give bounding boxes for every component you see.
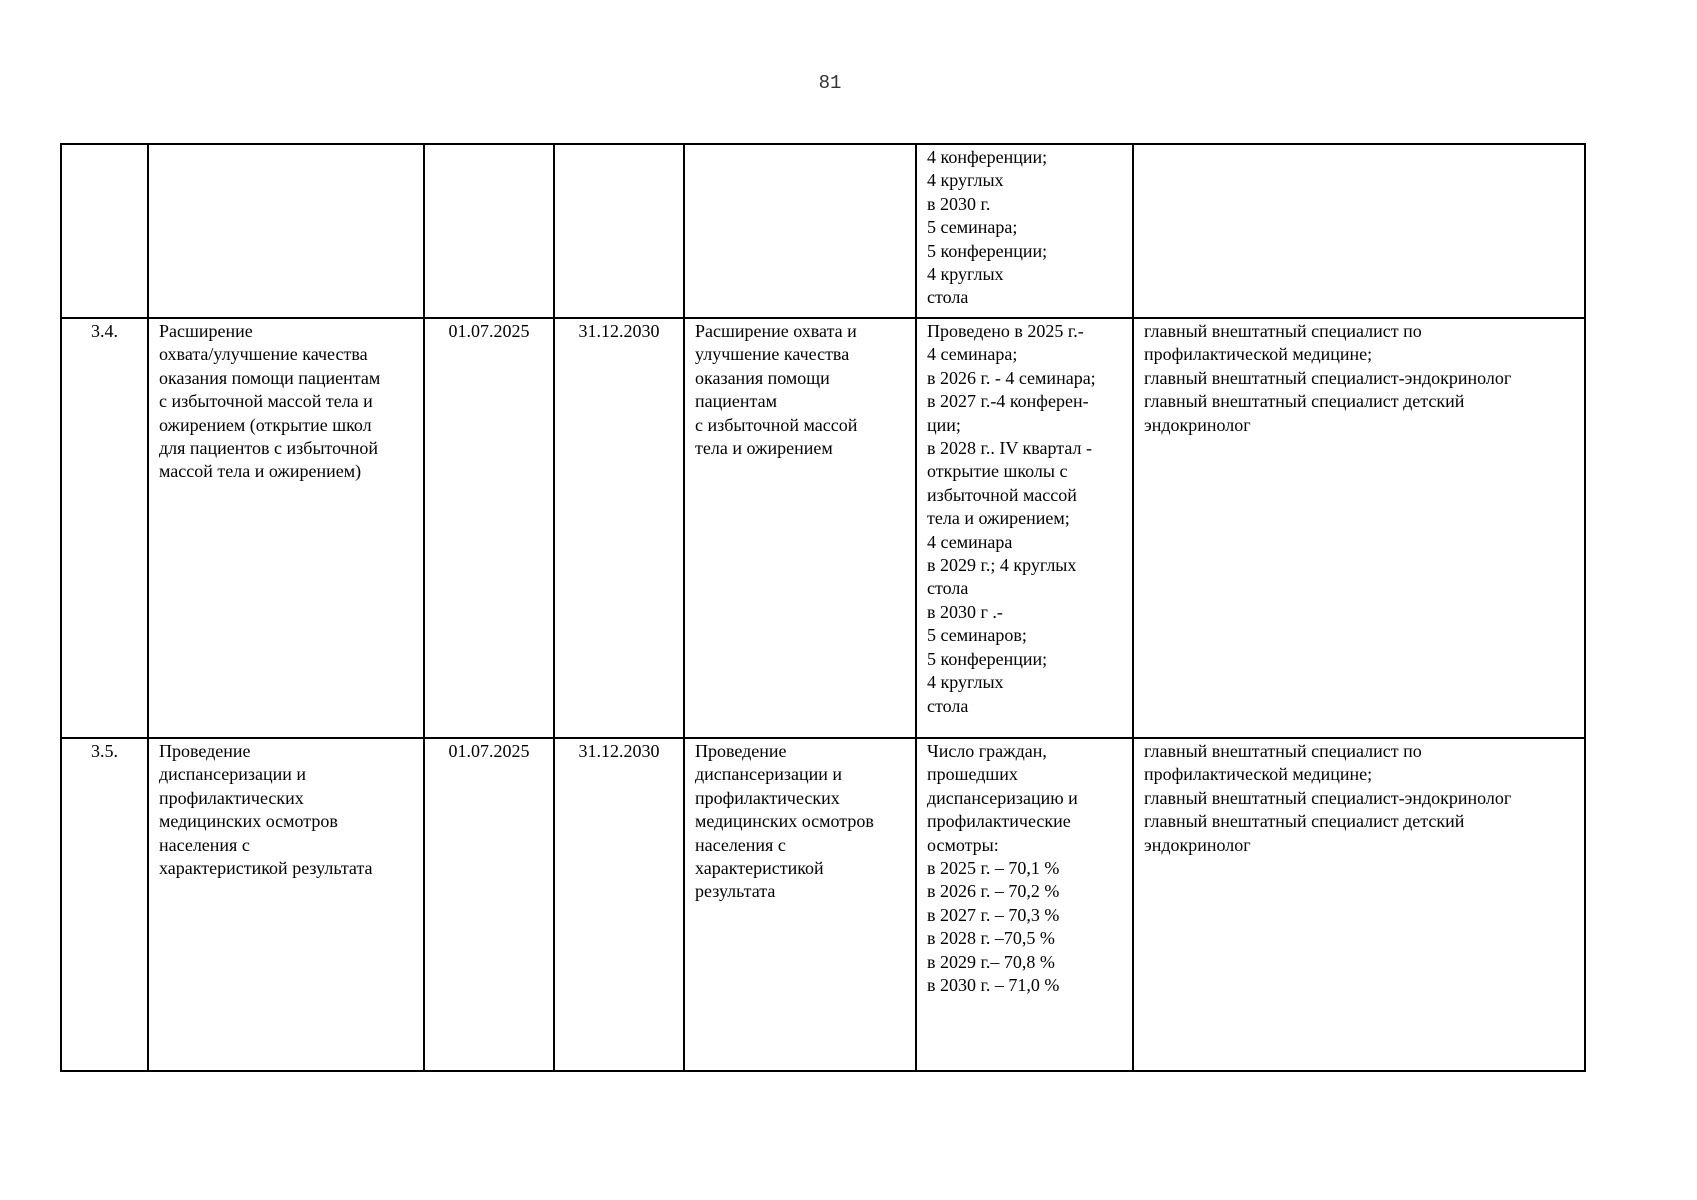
row-number-cell: 3.5.: [61, 738, 148, 1071]
table-row: [61, 318, 1585, 738]
table-row: [61, 144, 1585, 318]
result-cell: [684, 144, 916, 318]
activity-table: [60, 143, 1586, 1072]
activity-cell: Проведение диспансеризации и профилактических медицинских осмотров населения с характеристикой результата: [148, 738, 424, 1071]
responsible-cell: [1133, 144, 1585, 318]
activity-cell: Расширение охвата/улучшение качества оказания помощи пациентам с избыточной массой тела и ожирением (открытие школ для пациентов с избыточной массой тела и ожирением): [148, 318, 424, 738]
start-date-cell: 01.07.2025: [424, 738, 554, 1071]
end-date-cell: [554, 144, 684, 318]
indicators-cell: Число граждан, прошедших диспансеризацию и профилактические осмотры: в 2025 г. – 70,1 % в 2026 г. – 70,2 % в 2027 г. – 70,3 % в 2028 г. –70,5 % в 2029 г.– 70,8 % в 2030 г. – 71,0 %: [916, 738, 1133, 1071]
page-number: 81: [818, 72, 842, 94]
responsible-cell: главный внештатный специалист по профилактической медицине; главный внештатный специалист-эндокринолог главный внештатный специалист детский эндокринолог: [1133, 738, 1585, 1071]
end-date-cell: 31.12.2030: [554, 318, 684, 738]
indicators-cell: Проведено в 2025 г.- 4 семинара; в 2026 г. - 4 семинара; в 2027 г.-4 конферен- ции; в 2028 г.. IV квартал - открытие школы с избыточной массой тела и ожирением; 4 семинара в 2029 г.; 4 круглых стола в 2030 г .- 5 семинаров; 5 конференции; 4 круглых стола: [916, 318, 1133, 738]
start-date-cell: 01.07.2025: [424, 318, 554, 738]
end-date-cell: 31.12.2030: [554, 738, 684, 1071]
responsible-cell: главный внештатный специалист по профилактической медицине; главный внештатный специалист-эндокринолог главный внештатный специалист детский эндокринолог: [1133, 318, 1585, 738]
result-cell: Проведение диспансеризации и профилактических медицинских осмотров населения с характеристикой результата: [684, 738, 916, 1071]
activity-cell: [148, 144, 424, 318]
indicators-cell: 4 конференции; 4 круглых в 2030 г. 5 семинара; 5 конференции; 4 круглых стола: [916, 144, 1133, 318]
result-cell: Расширение охвата и улучшение качества оказания помощи пациентам с избыточной массой тела и ожирением: [684, 318, 916, 738]
row-number-cell: [61, 144, 148, 318]
start-date-cell: [424, 144, 554, 318]
table-row: [61, 738, 1585, 1071]
row-number-cell: 3.4.: [61, 318, 148, 738]
